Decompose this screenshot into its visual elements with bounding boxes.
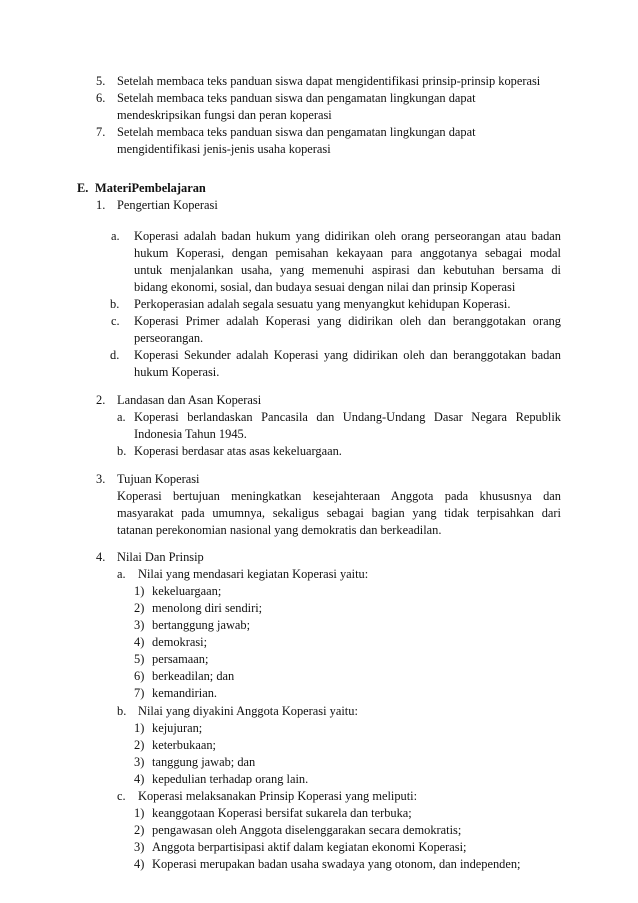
group-label: c. — [117, 789, 126, 803]
sub-number: 7) — [134, 686, 145, 700]
sub-item: tanggung jawab; dan — [152, 755, 256, 769]
group-label: a. — [117, 567, 126, 581]
objective-text: mengidentifikasi jenis-jenis usaha koperasi — [117, 142, 331, 156]
sub-item: bertanggung jawab; — [152, 618, 251, 632]
paragraph-line: Koperasi bertujuan meningkatkan kesejahteraan Anggota pada khususnya dan — [117, 489, 561, 503]
sub-number: 4) — [134, 772, 145, 786]
objective-number: 6. — [96, 91, 106, 105]
item-text: untuk menjalankan usaha, yang memenuhi aspirasi dan kebutuhan bersama di — [134, 263, 561, 277]
item-text: Koperasi Sekunder adalah Koperasi yang didirikan oleh dan beranggotakan badan — [134, 348, 561, 362]
group-title: Koperasi melaksanakan Prinsip Koperasi yang meliputi: — [138, 789, 418, 803]
item-text: Indonesia Tahun 1945. — [134, 427, 247, 441]
topic-title: Nilai Dan Prinsip — [117, 550, 204, 564]
sub-number: 4) — [134, 857, 145, 871]
sub-number: 1) — [134, 806, 145, 820]
sub-number: 1) — [134, 721, 145, 735]
paragraph-line: tatanan perekonomian nasional yang demokratis dan berkeadilan. — [117, 523, 442, 537]
sub-number: 1) — [134, 584, 145, 598]
topic-number: 4. — [96, 550, 106, 564]
group-label: b. — [117, 704, 127, 718]
section-title: MateriPembelajaran — [95, 181, 206, 195]
item-text: Koperasi adalah badan hukum yang didirikan oleh orang perseorangan atau badan — [134, 229, 561, 243]
topic-title: Pengertian Koperasi — [117, 198, 218, 212]
objective-text: Setelah membaca teks panduan siswa dan pengamatan lingkungan dapat — [117, 125, 476, 139]
sub-number: 6) — [134, 669, 145, 683]
sub-item: persamaan; — [152, 652, 209, 666]
sub-item: kepedulian terhadap orang lain. — [152, 772, 309, 786]
sub-item: kekeluargaan; — [152, 584, 222, 598]
item-text: bidang ekonomi, sosial, dan budaya sesuai dengan nilai dan prinsip Koperasi — [134, 280, 516, 294]
topic-number: 1. — [96, 198, 106, 212]
sub-number: 3) — [134, 618, 145, 632]
group-title: Nilai yang mendasari kegiatan Koperasi yaitu: — [138, 567, 369, 581]
sub-item: kemandirian. — [152, 686, 218, 700]
sub-item: menolong diri sendiri; — [152, 601, 263, 615]
sub-number: 4) — [134, 635, 145, 649]
topic-number: 3. — [96, 472, 106, 486]
sub-number: 2) — [134, 738, 145, 752]
item-text: perseorangan. — [134, 331, 204, 345]
item-text: Koperasi Primer adalah Koperasi yang didirikan oleh dan beranggotakan orang — [134, 314, 561, 328]
group-title: Nilai yang diyakini Anggota Koperasi yaitu: — [138, 704, 358, 718]
item-label: a. — [117, 410, 126, 424]
item-label: c. — [111, 314, 120, 328]
paragraph-line: masyarakat pada umumnya, sekaligus sebagai bagian yang tidak terpisahkan dari — [117, 506, 561, 520]
sub-item: Koperasi merupakan badan usaha swadaya yang otonom, dan independen; — [152, 857, 521, 871]
sub-item: berkeadilan; dan — [152, 669, 235, 683]
sub-item: pengawasan oleh Anggota diselenggarakan secara demokratis; — [152, 823, 462, 837]
sub-number: 3) — [134, 755, 145, 769]
sub-item: keanggotaan Koperasi bersifat sukarela dan terbuka; — [152, 806, 412, 820]
item-label: a. — [111, 229, 120, 243]
topic-number: 2. — [96, 393, 106, 407]
sub-item: keterbukaan; — [152, 738, 216, 752]
objective-number: 5. — [96, 74, 106, 88]
objective-text: Setelah membaca teks panduan siswa dapat mengidentifikasi prinsip-prinsip koperasi — [117, 74, 541, 88]
item-label: b. — [117, 444, 127, 458]
sub-number: 2) — [134, 823, 145, 837]
sub-item: Anggota berpartisipasi aktif dalam kegiatan ekonomi Koperasi; — [152, 840, 467, 854]
section-label: E. — [77, 181, 89, 195]
item-text: Perkoperasian adalah segala sesuatu yang menyangkut kehidupan Koperasi. — [134, 297, 511, 311]
sub-number: 5) — [134, 652, 145, 666]
objective-number: 7. — [96, 125, 106, 139]
objective-text: mendeskripsikan fungsi dan peran koperasi — [117, 108, 332, 122]
sub-item: kejujuran; — [152, 721, 203, 735]
objective-text: Setelah membaca teks panduan siswa dan pengamatan lingkungan dapat — [117, 91, 476, 105]
sub-item: demokrasi; — [152, 635, 208, 649]
item-text: hukum Koperasi, dengan pemisahan kekayaan para anggotanya sebagai modal — [134, 246, 561, 260]
item-text: Koperasi berlandaskan Pancasila dan Undang-Undang Dasar Negara Republik — [134, 410, 561, 424]
item-label: d. — [110, 348, 120, 362]
item-label: b. — [110, 297, 120, 311]
topic-title: Tujuan Koperasi — [117, 472, 200, 486]
item-text: Koperasi berdasar atas asas kekeluargaan. — [134, 444, 342, 458]
topic-title: Landasan dan Asan Koperasi — [117, 393, 262, 407]
sub-number: 2) — [134, 601, 145, 615]
sub-number: 3) — [134, 840, 145, 854]
item-text: hukum Koperasi. — [134, 365, 220, 379]
